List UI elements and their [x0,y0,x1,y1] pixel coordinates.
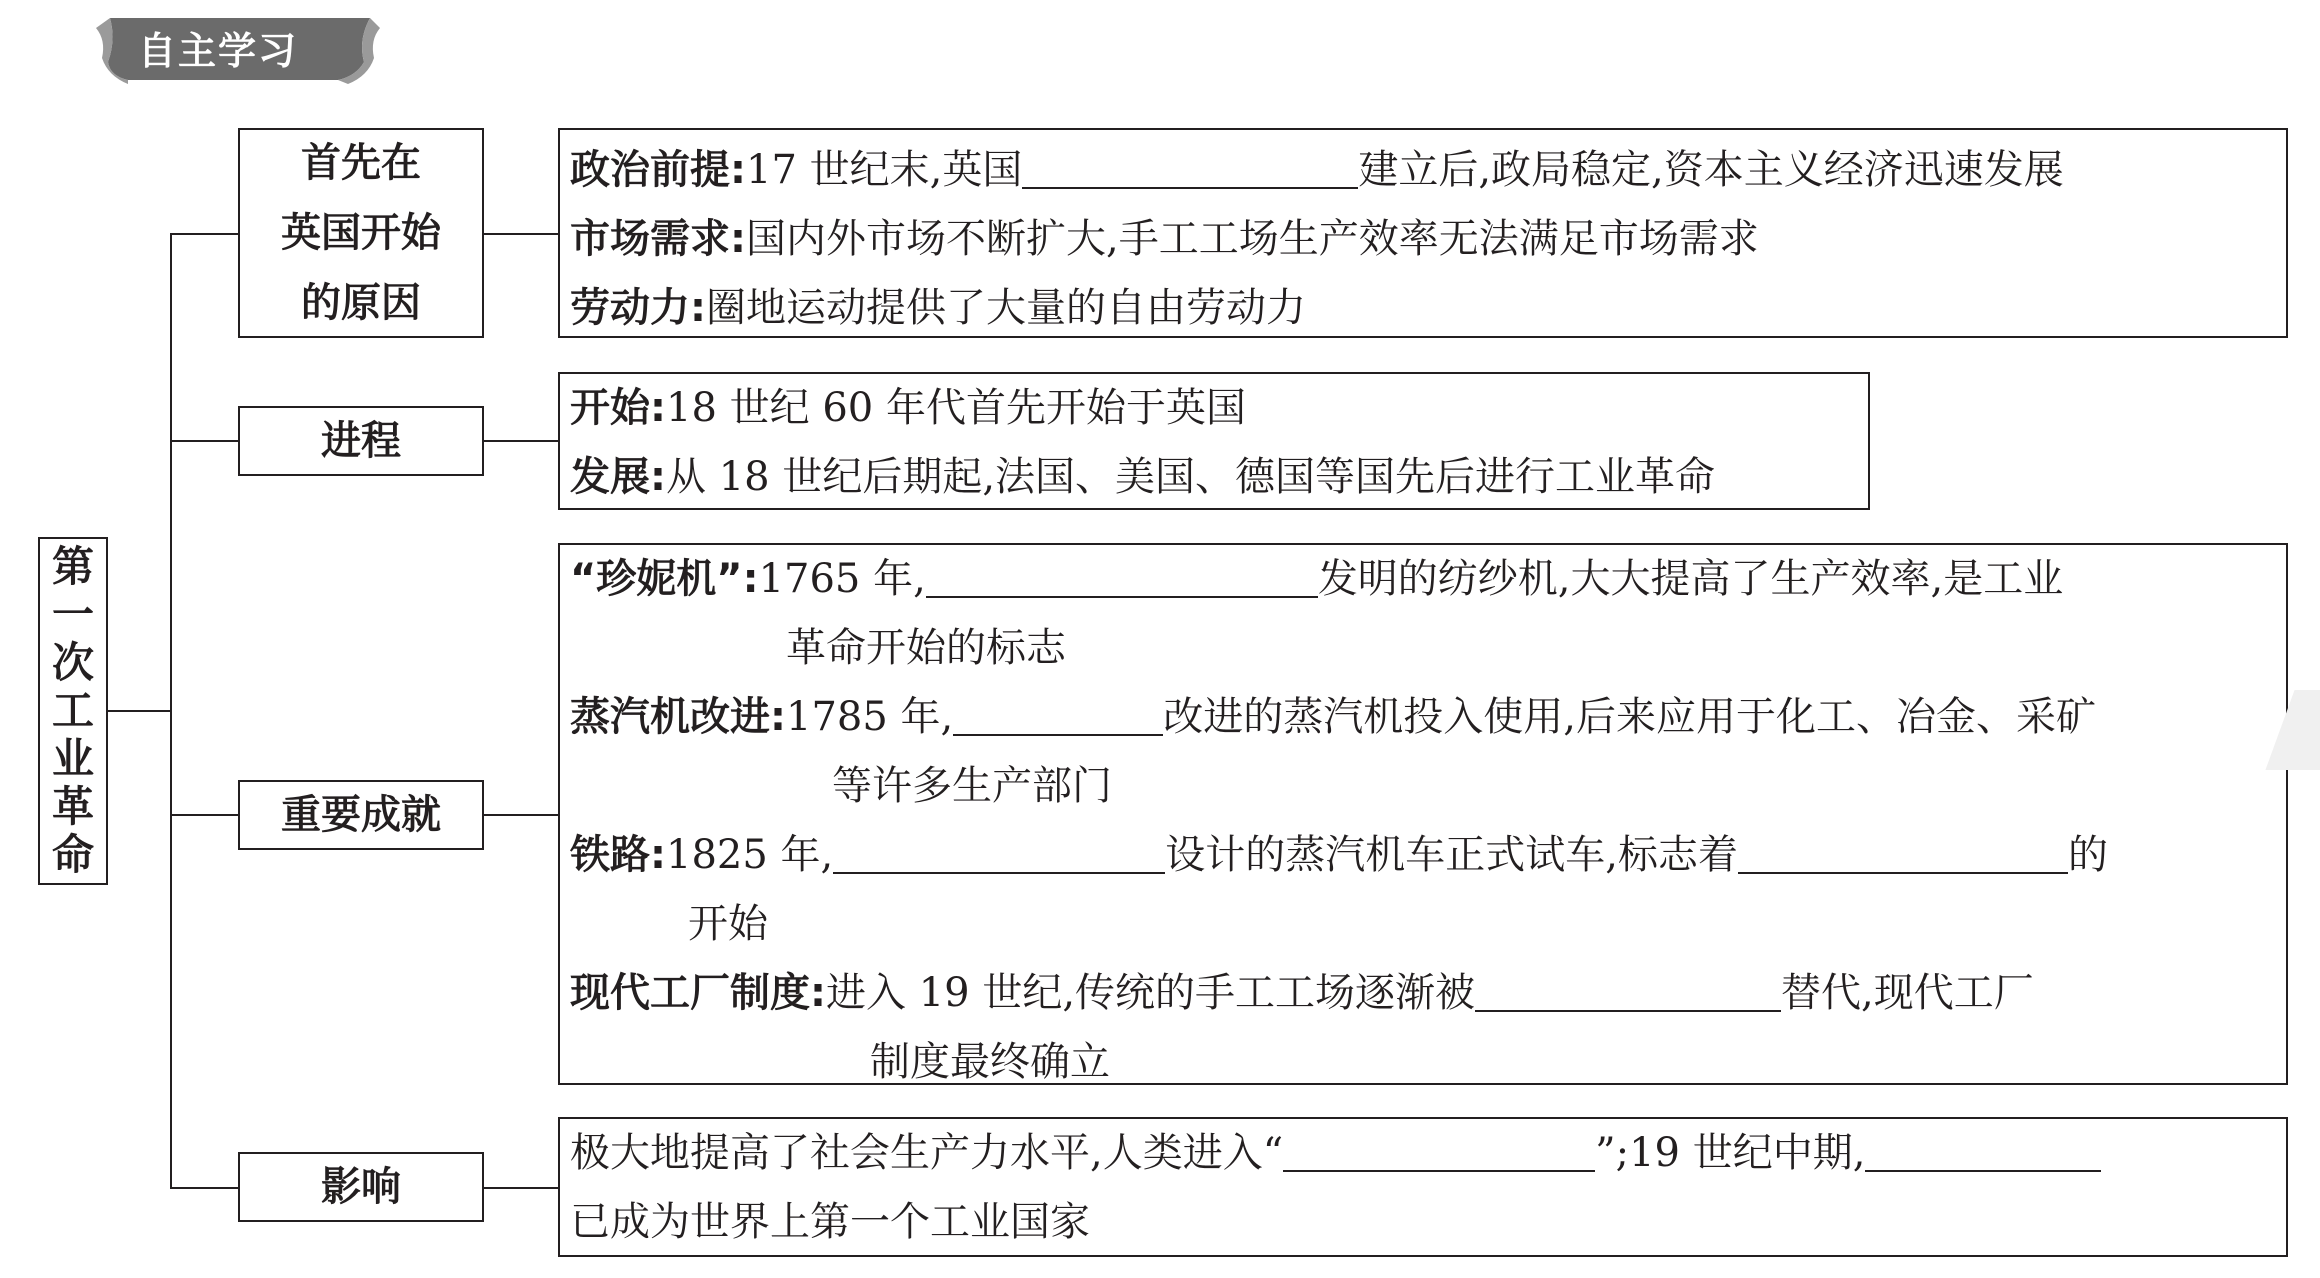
banner-title: 自主学习 [138,29,299,73]
category-line: 首先在 [301,140,421,186]
fill-blank[interactable] [1865,1130,2101,1172]
item-text: 革命开始的标志 [786,625,1066,671]
connector [108,710,170,712]
root-char: 工 [51,686,94,735]
category-process [238,406,484,476]
reason-market [570,205,2276,274]
fill-blank[interactable] [1022,147,1358,189]
root-char: 一 [51,590,94,639]
category-label: 影响 [321,1164,401,1210]
fill-blank[interactable] [833,832,1165,874]
item-text: 改进的蒸汽机投入使用,后来应用于化工、冶金、采矿 [1163,694,2096,740]
connector [483,233,559,235]
item-text: 等许多生产部门 [832,763,1112,809]
reasons-content [558,128,2288,338]
item-label: 政治前提: [570,147,746,193]
achievement-railway-cont [570,890,2276,959]
category-line: 的原因 [301,280,421,326]
category-reasons [238,128,484,338]
fill-blank[interactable] [1283,1130,1595,1172]
fill-blank[interactable] [1475,970,1781,1012]
item-text: 从 18 世纪后期起,法国、美国、德国等国先后进行工业革命 [666,454,1716,500]
root-topic-box [38,537,108,885]
item-text: 制度最终确立 [870,1039,1110,1085]
item-text: 圈地运动提供了大量的自由劳动力 [706,285,1306,331]
connector [483,440,559,442]
connector [483,1187,559,1189]
achievement-jenny-cont [570,614,2276,683]
item-text: 建立后,政局稳定,资本主义经济迅速发展 [1358,147,2064,193]
fill-blank[interactable] [1738,832,2068,874]
item-label: 市场需求: [570,216,746,262]
connector [170,233,240,235]
category-line: 英国开始 [281,210,441,256]
connector [170,814,240,816]
item-label: 劳动力: [570,285,706,331]
connector [170,440,240,442]
item-text: 1785 年, [786,694,954,740]
impact-line [570,1119,2276,1188]
fill-blank[interactable] [926,556,1318,598]
root-char: 业 [51,734,94,783]
achievement-steam-cont [570,752,2276,821]
category-label: 进程 [321,418,401,464]
connector [483,814,559,816]
item-label: 开始: [570,385,666,431]
category-impact [238,1152,484,1222]
item-text: 进入 19 世纪,传统的手工工场逐渐被 [826,970,1476,1016]
process-content [558,372,1870,510]
category-label: 重要成就 [281,792,441,838]
item-text: 设计的蒸汽机车正式试车,标志着 [1165,832,1738,878]
item-text: ”;19 世纪中期, [1595,1130,1866,1176]
item-text: 已成为世界上第一个工业国家 [570,1199,1090,1245]
root-char: 命 [51,830,94,879]
item-label: 现代工厂制度: [570,970,826,1016]
item-text: 发明的纺纱机,大大提高了生产效率,是工业 [1317,556,2064,602]
achievement-factory [570,959,2276,1028]
item-text: 17 世纪末,英国 [746,147,1023,193]
item-label: “珍妮机”: [570,556,759,602]
item-label: 蒸汽机改进: [570,694,786,740]
item-text: 1825 年, [666,832,834,878]
reason-labor [570,274,2276,343]
item-text: 18 世纪 60 年代首先开始于英国 [666,385,1246,431]
achievement-factory-cont [570,1028,2276,1097]
item-text: 1765 年, [758,556,926,602]
achievements-content [558,543,2288,1085]
item-text: 替代,现代工厂 [1781,970,2034,1016]
root-char: 次 [51,638,94,687]
reason-political [570,136,2276,205]
achievement-steam [570,683,2276,752]
item-label: 发展: [570,454,666,500]
achievement-railway [570,821,2276,890]
impact-line-cont [570,1188,2276,1257]
achievement-jenny [570,545,2276,614]
connector [170,1187,240,1189]
item-text: 国内外市场不断扩大,手工工场生产效率无法满足市场需求 [746,216,1759,262]
root-char: 第 [51,542,94,591]
process-start [570,374,1858,443]
connector-trunk [170,233,172,1187]
category-achievements [238,780,484,850]
root-char: 革 [51,782,94,831]
item-text: 开始 [688,901,768,947]
item-label: 铁路: [570,832,666,878]
impact-content [558,1117,2288,1257]
item-text: 的 [2067,832,2108,878]
process-development [570,443,1858,512]
item-text: 极大地提高了社会生产力水平,人类进入“ [570,1130,1284,1176]
fill-blank[interactable] [953,694,1163,736]
